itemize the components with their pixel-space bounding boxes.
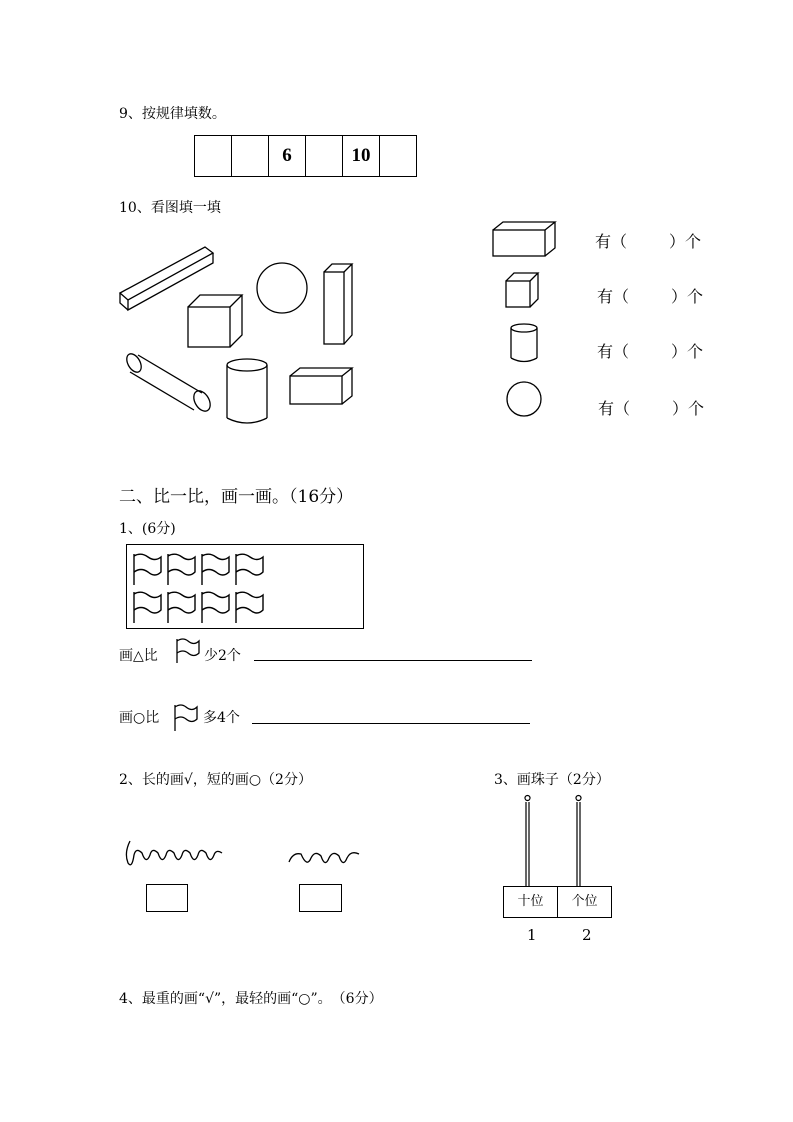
count-suffix: ）个 <box>671 287 704 306</box>
flag-icon <box>168 554 195 585</box>
ones-rod <box>577 802 580 886</box>
count-row-cuboid <box>595 229 701 252</box>
flag-icon <box>202 592 229 623</box>
count-suffix: ）个 <box>672 399 705 418</box>
flag-icon <box>202 554 229 585</box>
q4-label: 4、最重的画“√”，最轻的画“○”。 （6分） <box>119 991 383 1007</box>
count-prefix: 有（ <box>597 287 630 306</box>
legend-cube-icon <box>506 273 538 307</box>
ones-place-label: 个位 <box>571 894 598 909</box>
abacus-base <box>503 886 612 918</box>
count-prefix: 有（ <box>595 232 628 251</box>
sequence-cell-3: 6 <box>269 136 306 177</box>
legend-cylinder-icon <box>511 324 537 362</box>
draw-line-2-answer[interactable] <box>252 723 530 724</box>
tall-prism-shape <box>324 264 352 344</box>
ones-value: 2 <box>582 926 592 944</box>
draw-line-1-suffix: 少2个 <box>204 648 241 664</box>
legend-cuboid-icon <box>493 222 555 256</box>
draw-line-1-answer[interactable] <box>254 660 532 661</box>
lying-cylinder-shape <box>124 351 214 414</box>
short-answer-box[interactable] <box>299 884 342 912</box>
sequence-cell-1[interactable] <box>195 136 232 177</box>
tens-rod <box>526 802 529 886</box>
draw-line-2-prefix: 画○比 <box>119 710 160 726</box>
sphere-shape <box>257 263 307 313</box>
section2-title: 二、比一比，画一画。（16分） <box>119 487 354 507</box>
q10-title: 10、看图填一填 <box>119 200 221 216</box>
count-row-cylinder <box>597 339 703 362</box>
sequence-cell-4[interactable] <box>306 136 343 177</box>
count-row-sphere <box>598 396 704 419</box>
cube-shape <box>188 295 242 347</box>
flag-icon <box>236 554 263 585</box>
rod-top <box>576 796 581 801</box>
count-prefix: 有（ <box>597 342 630 361</box>
number-sequence-table <box>194 135 417 177</box>
sequence-cell-2[interactable] <box>232 136 269 177</box>
draw-line-1-prefix: 画△比 <box>119 648 158 664</box>
legend-sphere-icon <box>507 382 541 416</box>
count-row-cube <box>597 284 703 307</box>
long-spring-icon <box>120 833 230 873</box>
flag-icon <box>168 592 195 623</box>
tens-value: 1 <box>527 926 537 944</box>
tens-place-label: 十位 <box>504 887 558 917</box>
q9-title: 9、按规律填数。 <box>119 106 226 122</box>
abacus-rods <box>500 790 615 890</box>
q3-label: 3、画珠子（2分） <box>494 772 610 788</box>
q1-label: 1、(6分) <box>119 521 176 537</box>
flag-icon <box>236 592 263 623</box>
shape-legend <box>490 218 560 423</box>
shapes-illustration <box>110 235 390 435</box>
short-spring-icon <box>285 840 365 875</box>
long-answer-box[interactable] <box>146 884 188 912</box>
sequence-cell-6[interactable] <box>380 136 417 177</box>
rod-top <box>525 796 530 801</box>
flat-box-shape <box>290 368 352 404</box>
count-prefix: 有（ <box>598 399 631 418</box>
draw-line-2-suffix: 多4个 <box>203 710 240 726</box>
flag-icon <box>134 554 161 585</box>
flag-box <box>126 544 364 629</box>
flag-icon <box>134 592 161 623</box>
long-bar-shape <box>120 247 213 310</box>
standing-cylinder-shape <box>227 359 267 423</box>
flags-group <box>127 545 363 628</box>
count-suffix: ）个 <box>671 342 704 361</box>
q2-label: 2、长的画√，短的画○（2分） <box>119 772 312 788</box>
flag-icon <box>172 703 200 733</box>
count-suffix: ）个 <box>669 232 702 251</box>
flag-icon <box>174 637 202 665</box>
sequence-cell-5: 10 <box>343 136 380 177</box>
